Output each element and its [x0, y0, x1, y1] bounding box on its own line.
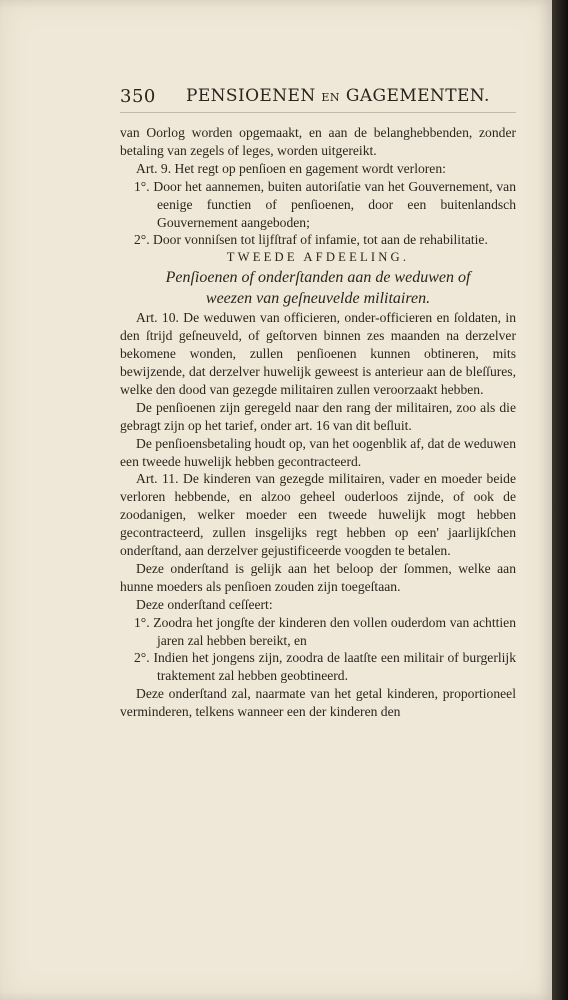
running-title-connector: EN [321, 91, 341, 104]
article-9-item-1: 1°. Door het aannemen, buiten autoriſatie van het Gouvernement, van eenige functien of penſioenen, door een buitenlandsch Gouvernement aangeboden; [134, 178, 516, 230]
paragraph-last: Deze onderſtand zal, naarmate van het getal kinderen, proportioneel verminderen, telkens wanneer een der kinderen den [120, 686, 516, 720]
running-title [186, 86, 490, 106]
ceases-item-2: 2°. Indien het jongens zijn, zoodra de laatſte een militair of burgerlijk traktement zal hebben geobtineerd. [134, 650, 516, 684]
body-text [120, 124, 516, 721]
ceases-item-1: 1°. Zoodra het jongſte der kinderen den vollen ouderdom van achttien jaren zal hebben bereikt, en [134, 614, 516, 648]
article-11: Art. 11. De kinderen van gezegde militairen, vader en moeder beide verloren hebbende, en alzoo geheel ouderloos zijnde, of ook de zoodanigen, welker moeder een tweede huwelijk mogt hebben gecontracteerd, zullen insgelijks regt hebben op een' jaarlijkſchen onderſtand, aan derzelver gejustificeerde voogden te betalen. [120, 471, 516, 559]
page-header [120, 86, 520, 110]
section-heading: TWEEDE AFDEELING. [226, 250, 410, 265]
paragraph-intro: van Oorlog worden opgemaakt, en aan de belanghebbenden, zonder betaling van zegels of leges, worden uitgereikt. [120, 125, 516, 158]
section-subtitle [120, 267, 516, 309]
paragraph-pension-payment: De penſioensbetaling houdt op, van het oogenblik af, dat de weduwen een tweede huwelijk hebben gecontracteerd. [120, 435, 516, 469]
section-subtitle-line-2: weezen van geſneuvelde militairen. [205, 290, 431, 308]
paragraph-allowance-ceases: Deze onderſtand ceſſeert: [136, 596, 273, 612]
section-subtitle-line-1: Penſioenen of onderſtanden aan de weduwen of [165, 269, 471, 287]
article-9: Art. 9. Het regt op penſioen en gagement wordt verloren: [136, 160, 446, 176]
paragraph-pensions-rank: De penſioenen zijn geregeld naar den rang der militairen, zoo als die gebragt zijn op het tarief, onder art. 16 van dit beſluit. [120, 399, 516, 433]
header-rule [120, 112, 516, 113]
paragraph-allowance-equal: Deze onderſtand is gelijk aan het beloop der ſommen, welke aan hunne moeders als penſioen zouden zijn toegeſtaan. [120, 560, 516, 594]
page-number: 350 [120, 86, 156, 107]
page-edge-shadow [552, 0, 568, 1000]
article-10: Art. 10. De weduwen van officieren, onder-officieren en ſoldaten, in den ſtrijd geſneuveld, of geſtorven binnen zes maanden na derzelver bekomene wonden, zullen penſioenen kunnen obtineren, mits bewijzende, dat derzelver huwelijk geweest is anterieur aan de bleſſures, welke den dood van gezegde militairen zullen veroorzaakt hebben. [120, 310, 516, 397]
running-title-part2: GAGEMENTEN. [340, 86, 490, 106]
running-title-part1: PENSIOENEN [186, 86, 322, 106]
article-9-item-2: 2°. Door vonniſsen tot lijfſtraf of infamie, tot aan de rehabilitatie. [134, 232, 488, 248]
